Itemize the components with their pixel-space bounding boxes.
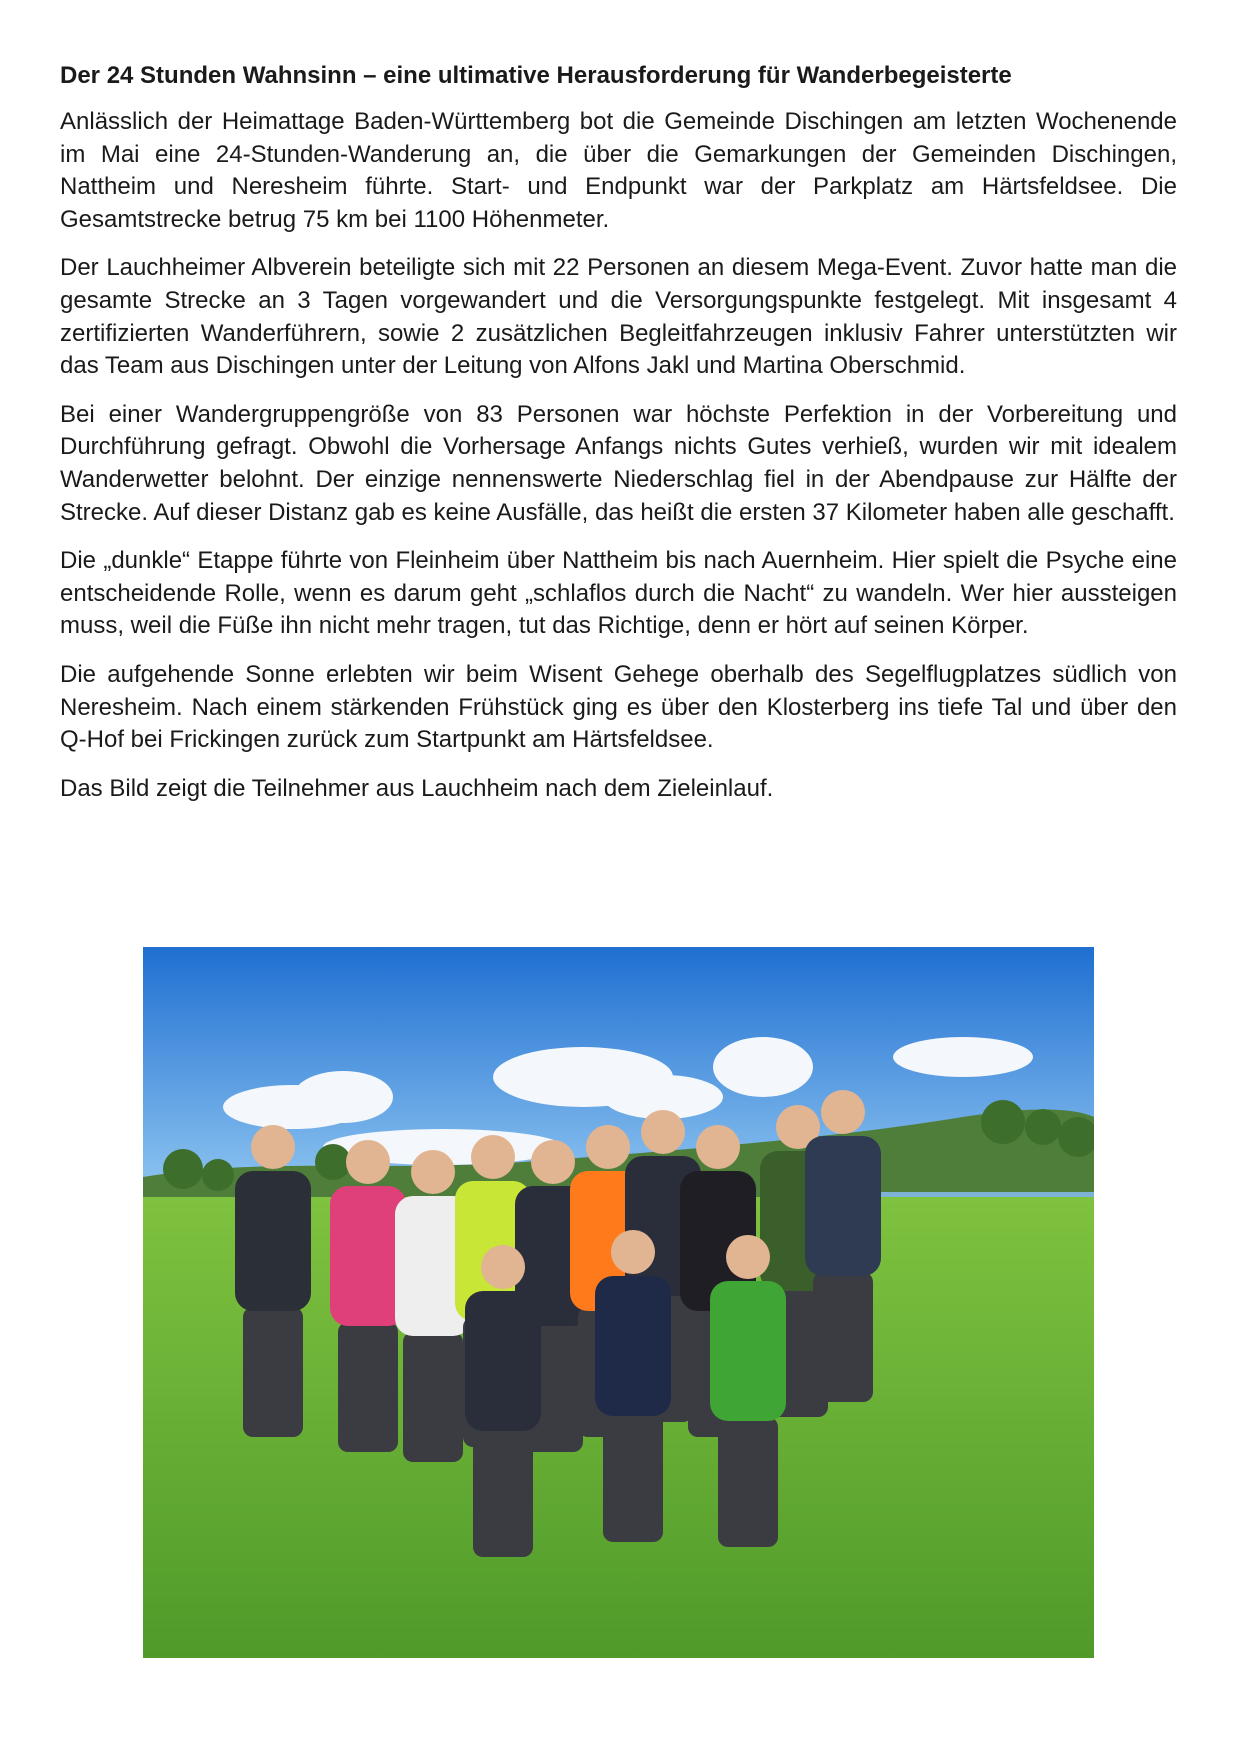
hiker (243, 1307, 303, 1437)
hiker (473, 1427, 533, 1557)
article-title: Der 24 Stunden Wahnsinn – eine ultimative Herausforderung für Wanderbegeisterte (60, 62, 1012, 89)
hiker (471, 1135, 515, 1179)
hiker (251, 1125, 295, 1169)
hiker (403, 1332, 463, 1462)
hiker (726, 1235, 770, 1279)
document-page (60, 60, 1177, 821)
paragraph-5: Die aufgehende Sonne erlebten wir beim Wisent Gehege oberhalb des Segelflugplatzes südlich von Neresheim. Nach einem stärkenden Frühstück ging es über den Klosterberg ins tiefe Tal und über den Q-Hof bei Frickingen zurück zum Startpunkt am Härtsfeldsee. (60, 660, 1177, 754)
hiker (641, 1110, 685, 1154)
paragraph-4: Die „dunkle“ Etappe führte von Fleinheim über Nattheim bis nach Auernheim. Hier spielt die Psyche eine entscheidende Rolle, wenn es darum geht „schlaflos durch die Nacht“ zu wandeln. Wer hier aussteigen muss, weil die Füße ihn nicht mehr tragen, tut das Richtige, denn er hört auf seinen Körper. (60, 547, 1177, 640)
hiker (338, 1322, 398, 1452)
hiker (696, 1125, 740, 1169)
hiker (586, 1125, 630, 1169)
hiker (710, 1281, 786, 1421)
hiker (611, 1230, 655, 1274)
paragraph-3: Bei einer Wandergruppengröße von 83 Personen war höchste Perfektion in der Vorbereitung und Durchführung gefragt. Obwohl die Vorhersage Anfangs nichts Gutes verhieß, wurden wir mit idealem Wanderwetter belohnt. Der einzige nennenswerte Niederschlag fiel in der Abendpause zur Hälfte der Strecke. Auf dieser Distanz gab es keine Ausfälle, das heißt die ersten 37 Kilometer haben alle geschafft. (60, 400, 1177, 526)
hiker (346, 1140, 390, 1184)
paragraph-1: Anlässlich der Heimattage Baden-Württemberg bot die Gemeinde Dischingen am letzten Wochenende im Mai eine 24-Stunden-Wanderung an, die über die Gemarkungen der Gemeinden Dischingen, Nattheim und Neresheim führte. Start- und Endpunkt war der Parkplatz am Härtsfeldsee. Die Gesamtstrecke betrug 75 km bei 1100 Höhenmeter. (60, 108, 1177, 233)
group-photo (143, 947, 1094, 1658)
hiker (813, 1272, 873, 1402)
hiker (603, 1412, 663, 1542)
hiker (805, 1136, 881, 1276)
hiker (821, 1090, 865, 1134)
hiker (235, 1171, 311, 1311)
hiker (718, 1417, 778, 1547)
paragraph-2: Der Lauchheimer Albverein beteiligte sich mit 22 Personen an diesem Mega-Event. Zuvor hatte man die gesamte Strecke an 3 Tagen vorgewandert und die Versorgungspunkte festgelegt. Mit insgesamt 4 zertifizierten Wanderführern, sowie 2 zusätzlichen Begleitfahrzeugen inklusiv Fahrer unterstützten wir das Team aus Dischingen unter der Leitung von Alfons Jakl und Martina Oberschmid. (60, 254, 1177, 380)
hiker (411, 1150, 455, 1194)
paragraph-6: Das Bild zeigt die Teilnehmer aus Lauchheim nach dem Zieleinlauf. (60, 774, 774, 802)
hiker (330, 1186, 406, 1326)
group-photo-illustration (143, 947, 1094, 1658)
hiker (465, 1291, 541, 1431)
hiker (595, 1276, 671, 1416)
hiker (481, 1245, 525, 1289)
hiker (531, 1140, 575, 1184)
